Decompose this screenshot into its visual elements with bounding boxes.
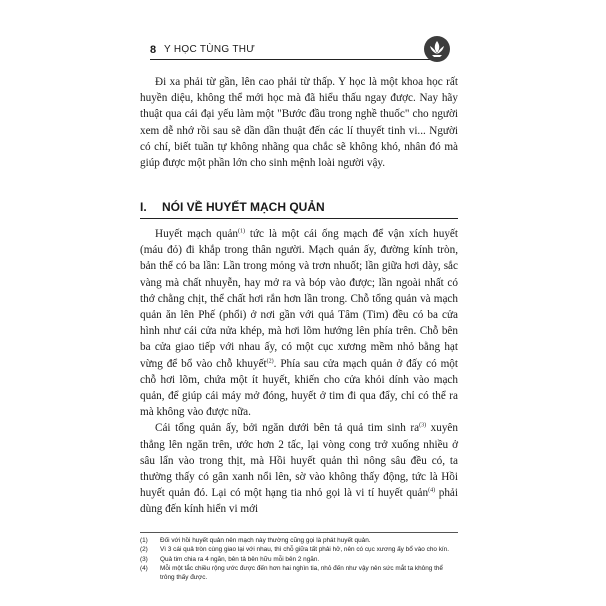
intro-paragraph	[140, 74, 458, 171]
paragraph-2	[140, 420, 458, 517]
footnote-number: (4)	[140, 565, 148, 573]
footnote-rule	[140, 532, 458, 533]
paragraph-2-text-b: xuyên thẳng lên ngăn trên, ước hơn 2 tấc, lại vòng cong trở xuống nhiều ở sâu lẩn vào trong thịt, mà Hồi huyết quản thì nông sâu đều có, ta thường thấy có gân xanh nổi lên, sờ vào không thấy động, tức là Hồi huyết quản đó. Lại có một hạng tia nhỏ gọi là vi tí huyết quản	[140, 422, 458, 500]
paragraph-1	[140, 226, 458, 420]
footnote-number: (1)	[140, 537, 148, 544]
footnote-number: (2)	[140, 546, 148, 554]
footnote-text: Quả tim chia ra 4 ngăn, bên tả bên hữu mỗi bên 2 ngăn.	[160, 555, 320, 563]
header-rule	[150, 59, 430, 60]
page-number: 8	[150, 44, 157, 56]
footnote-text: Đối với hồi huyết quản nên mạch này thường cũng gọi là phát huyết quản.	[160, 537, 371, 544]
section-rule	[140, 218, 458, 219]
section-body	[140, 226, 458, 518]
footnote	[140, 546, 458, 554]
footnote-ref-3: (3)	[419, 422, 427, 429]
paragraph-1-text-c: . Phía sau cửa mạch quản ở đấy có một chỗ hơi lõm, chứa một ít huyết, khiến cho cửa khỏi dính vào mạch quản, để giúp cái máy mở đóng, huyết ở tim đi qua đẩy, chỉ có thể ra mà không vào được nữa.	[140, 357, 458, 419]
section-heading	[140, 196, 458, 218]
footnotes	[140, 537, 458, 583]
footnote-ref-1: (1)	[238, 228, 246, 235]
footnote	[140, 565, 458, 582]
footnote-number: (3)	[140, 555, 148, 563]
intro-text: Đi xa phải từ gần, lên cao phải từ thấp. Y học là một khoa học rất huyền diệu, không thể mới học mà đã hiểu thấu ngay được. Nay hãy thuật qua cái đại yếu làm một "Bước đầu trong nghề thuốc" cho người xem dễ nhớ rồi sau sẽ dần dần thuật đến các lí thuyết tinh vi... Người có chí, biết tuần tự không nhãng qua chắc sẽ không khó, nhân đó mà giúp được một phần lớn cho sinh mệnh loài người vậy.	[140, 76, 458, 170]
footnote-text: Mỗi một tắc chiều rộng ước được đến hơn hai nghìn tia, nhỏ đến như vậy nên sức mắt ta không thể trông thấy được.	[160, 565, 443, 581]
paragraph-1-text-a: Huyết mạch quản	[155, 228, 239, 240]
footnote	[140, 556, 458, 564]
section-title: NÓI VỀ HUYẾT MẠCH QUẢN	[162, 200, 325, 214]
footnote-ref-2: (2)	[266, 357, 274, 364]
section-number: I.	[140, 200, 147, 214]
footnote-ref-4: (4)	[428, 487, 436, 494]
paragraph-2-text-c: phải dùng đến kính hiển vi mới	[140, 487, 458, 516]
lotus-emblem-icon	[424, 36, 450, 62]
paragraph-1-text-b: tức là một cái ống mạch để vận xích huyết (máu đỏ) đi khắp trong thân người. Mạch quản ấy, đường kính tròn, bản thể có ba lần: Lần trong mỏng và trơn nhuốt; lần giữa hơi dày, sắc vàng mà chất nhuyễn, hay mở ra và bóp vào được; lần ngoài nhất có thớ chằng chịt, thể chất hơi rắn hơn lần trong. Chỗ tổng quản và mạch quản ăn lên Phế (phổi) ở nơi gần với quả Tâm (Tim) đều có ba cửa hình như cái cửa nửa khép, mà hơi lõm hướng lên phía trên. Chỗ bên ba cửa giao tiếp với nhau ấy, có một cục xương mềm nhỏ bằng hạt vừng để bổ vào chỗ khuyết	[140, 228, 458, 370]
running-title: Y HỌC TÙNG THƯ	[164, 44, 256, 55]
footnote-text: Vì 3 cái quả tròn cùng giao lại với nhau, thì chỗ giữa tất phải hở, nên có cục xương ấy bổ vào cho kín.	[160, 546, 449, 554]
paragraph-2-text-a: Cái tổng quản ấy, bởi ngăn dưới bên tả quả tim sinh ra	[155, 422, 420, 435]
page-header	[150, 40, 450, 64]
footnote	[140, 537, 458, 545]
